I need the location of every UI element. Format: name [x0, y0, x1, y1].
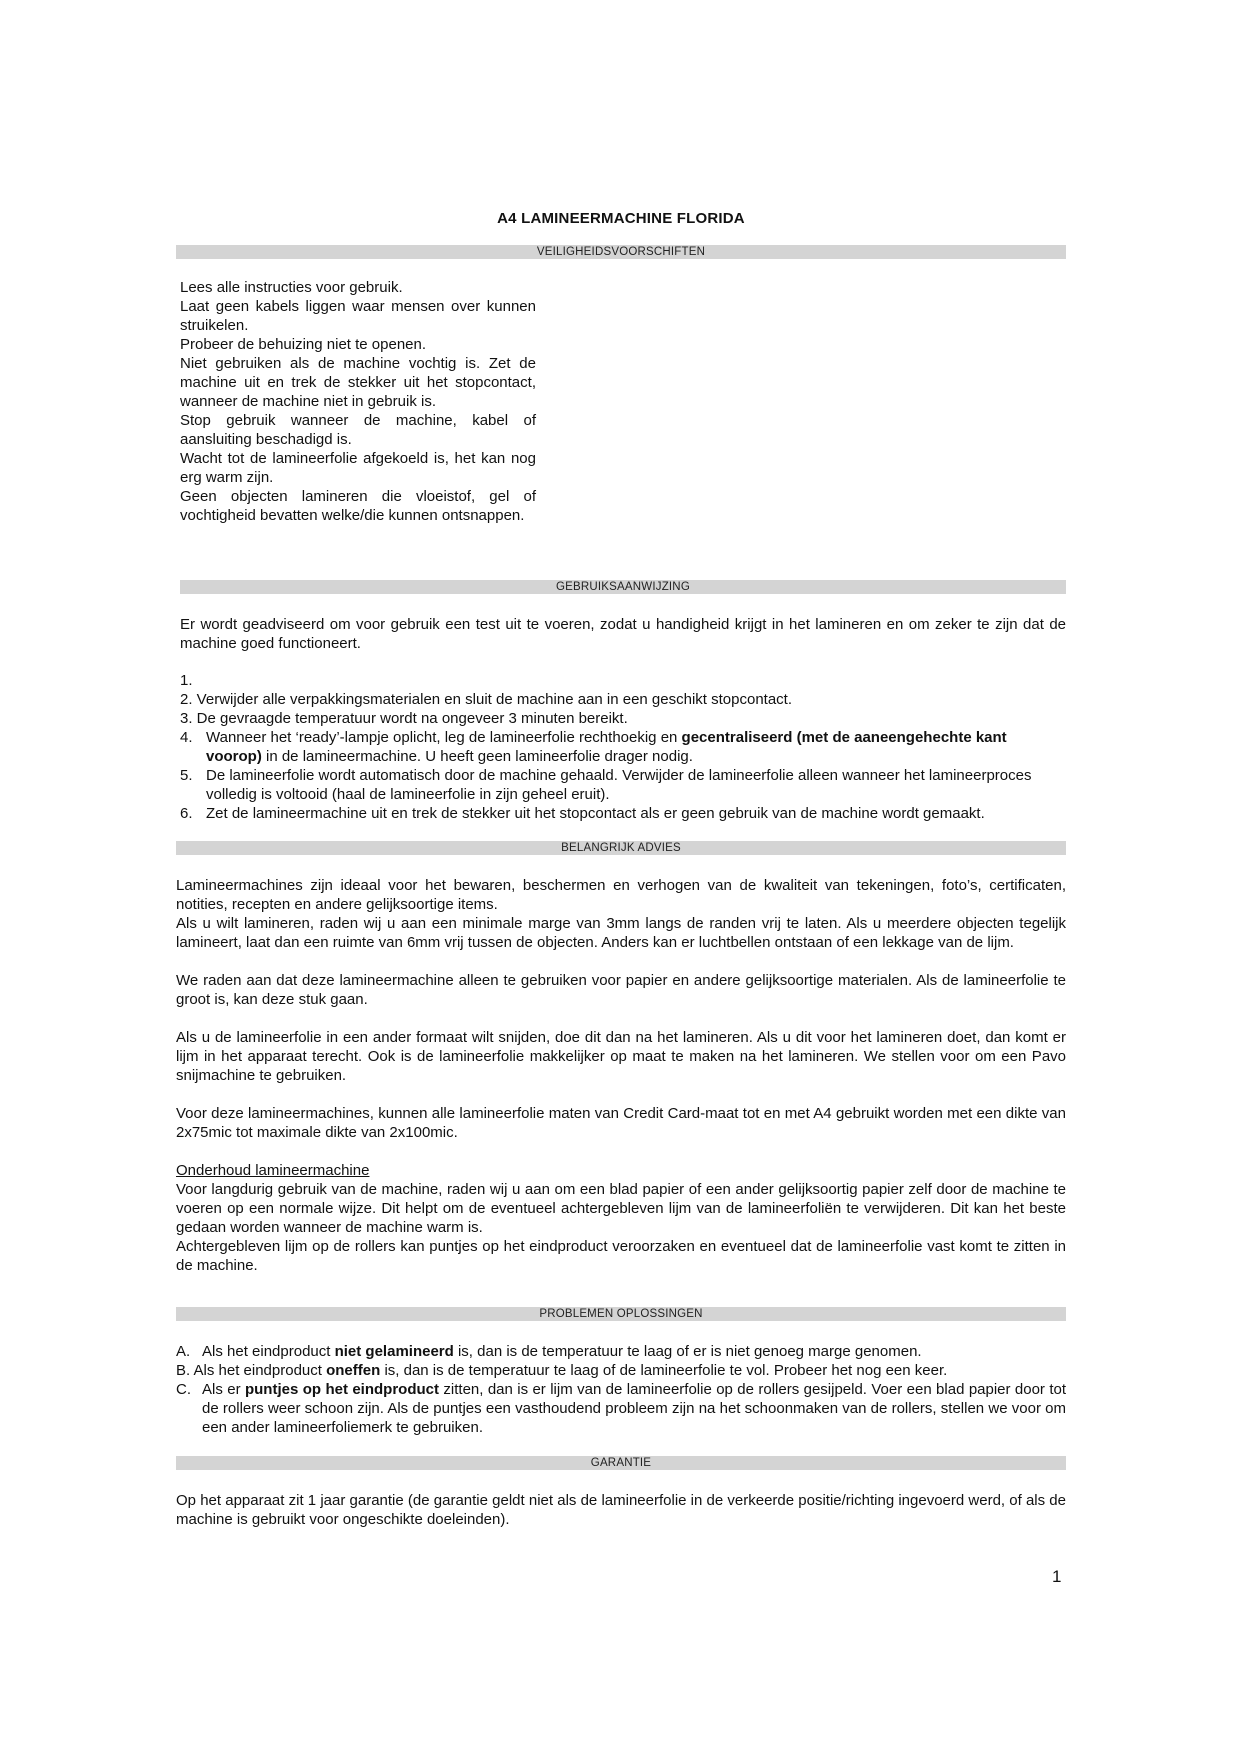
- item-text-bold: puntjes op het eindproduct: [244, 1381, 439, 1398]
- safety-line: Geen objecten lamineren die vloeistof, gel of vochtigheid bevatten welke/die kunnen ontsnappen.: [180, 488, 536, 524]
- safety-line: Probeer de behuizing niet te openen.: [180, 336, 427, 353]
- section-bar-problems: PROBLEMEN OPLOSSINGEN: [176, 1307, 1066, 1321]
- advice-paragraph: Voor deze lamineermachines, kunnen alle lamineerfolie maten van Credit Card-maat tot en met A4 gebruikt worden met een dikte van 2x75mic tot maximale dikte van 2x100mic.: [176, 1105, 1066, 1141]
- safety-line: Niet gebruiken als de machine vochtig is. Zet de machine uit en trek de stekker uit het stopcontact, wanneer de machine niet in gebruik is.: [180, 355, 536, 410]
- step-number: 4.: [180, 729, 193, 746]
- safety-list: [180, 278, 536, 525]
- problem-item: [176, 1342, 1066, 1361]
- step-text: in de lamineermachine. U heeft geen lamineerfolie drager nodig.: [261, 748, 693, 765]
- section-bar-usage: GEBRUIKSAANWIJZING: [180, 580, 1066, 594]
- step-text: Wanneer het ‘ready’-lampje oplicht, leg de lamineerfolie rechthoekig en: [206, 729, 682, 746]
- section-bar-advice: BELANGRIJK ADVIES: [176, 841, 1066, 855]
- advice-paragraph: We raden aan dat deze lamineermachine alleen te gebruiken voor papier en andere gelijksoortige materialen. Als de lamineerfolie te groot is, kan deze stuk gaan.: [176, 972, 1066, 1008]
- problem-item: [176, 1361, 1066, 1380]
- advice-text: [176, 876, 1066, 1275]
- usage-step: [180, 766, 1066, 804]
- item-text: B. Als het eindproduct: [176, 1362, 327, 1379]
- step-text-bold: gecentraliseerd (met de aaneengehechte kant voorop): [206, 729, 1007, 765]
- usage-intro: Er wordt geadviseerd om voor gebruik een test uit te voeren, zodat u handigheid krijgt in het lamineren en om zeker te zijn dat de machine goed functioneert.: [180, 616, 1066, 652]
- document-title: A4 LAMINEERMACHINE FLORIDA: [497, 210, 745, 227]
- step-number: 6.: [180, 805, 193, 822]
- usage-step: 2. Verwijder alle verpakkingsmaterialen en sluit de machine aan in een geschikt stopcontact.: [180, 691, 793, 708]
- usage-steps: [180, 671, 1066, 823]
- item-letter: C.: [176, 1381, 191, 1398]
- maintenance-heading: Onderhoud lamineermachine: [176, 1162, 370, 1179]
- item-letter: A.: [176, 1343, 191, 1360]
- problem-item: [176, 1380, 1066, 1437]
- usage-step: 3. De gevraagde temperatuur wordt na ongeveer 3 minuten bereikt.: [180, 710, 628, 727]
- usage-step: [180, 728, 1066, 766]
- item-text: Als er: [202, 1381, 245, 1398]
- item-text: is, dan is de temperatuur te laag of er is niet genoeg marge genomen.: [453, 1343, 922, 1360]
- advice-paragraph: Achtergebleven lijm op de rollers kan puntjes op het eindproduct veroorzaken en eventueel dat de lamineerfolie vast komt te zitten in de machine.: [176, 1238, 1066, 1274]
- usage-step: 1.: [180, 672, 193, 689]
- advice-paragraph: Lamineermachines zijn ideaal voor het bewaren, beschermen en verhogen van de kwaliteit van tekeningen, foto’s, certificaten, notities, recepten en andere gelijksoortige items.: [176, 877, 1066, 913]
- step-text: De lamineerfolie wordt automatisch door de machine gehaald. Verwijder de lamineerfolie alleen wanneer het lamineerproces volledig is voltooid (haal de lamineerfolie in zijn geheel eruit).: [206, 767, 1032, 803]
- item-text: zitten, dan is er lijm van de lamineerfolie op de rollers gesijpeld. Voer een blad papier door tot de rollers weer schoon zijn. Als de puntjes een vasthoudend probleem zijn na het schoonmaken van de rollers, stellen we voor om een ander lamineerfoliemerk te gebruiken.: [202, 1381, 1067, 1436]
- item-text: Als het eindproduct: [202, 1343, 335, 1360]
- item-text-bold: niet gelamineerd: [334, 1343, 454, 1360]
- safety-line: Laat geen kabels liggen waar mensen over kunnen struikelen.: [180, 298, 536, 334]
- advice-paragraph: Als u de lamineerfolie in een ander formaat wilt snijden, doe dit dan na het lamineren. Als u dit voor het lamineren doet, dan komt er lijm in het apparaat terecht. Ook is de lamineerfolie makkelijker op maat te maken na het lamineren. We stellen voor om een Pavo snijmachine te gebruiken.: [176, 1029, 1066, 1084]
- usage-step: [180, 804, 1066, 823]
- item-text: is, dan is de temperatuur te laag of de lamineerfolie te vol. Probeer het nog een keer.: [380, 1362, 948, 1379]
- step-text: Zet de lamineermachine uit en trek de stekker uit het stopcontact als er geen gebruik van de machine wordt gemaakt.: [206, 805, 985, 822]
- advice-paragraph: Voor langdurig gebruik van de machine, raden wij u aan om een blad papier of een ander gelijksoortig papier zelf door de machine te voeren op een normale wijze. Dit helpt om de eventueel achtergebleven lijm van de lamineerfoliën te verwijderen. Dit kan het beste gedaan worden wanneer de machine warm is.: [176, 1181, 1066, 1236]
- step-number: 5.: [180, 767, 193, 784]
- safety-line: Lees alle instructies voor gebruik.: [180, 279, 403, 296]
- section-bar-warranty: GARANTIE: [176, 1456, 1066, 1470]
- warranty-text: Op het apparaat zit 1 jaar garantie (de garantie geldt niet als de lamineerfolie in de verkeerde positie/richting ingevoerd werd, of als de machine is gebruikt voor ongeschikte doeleinden).: [176, 1492, 1066, 1528]
- page-number: 1: [1052, 1567, 1062, 1586]
- safety-line: Wacht tot de lamineerfolie afgekoeld is, het kan nog erg warm zijn.: [180, 450, 536, 486]
- advice-paragraph: Als u wilt lamineren, raden wij u aan een minimale marge van 3mm langs de randen vrij te laten. Als u meerdere objecten tegelijk lamineert, laat dan een ruimte van 6mm vrij tussen de objecten. Anders kan er luchtbellen ontstaan of een lekkage van de lijm.: [176, 915, 1066, 951]
- safety-line: Stop gebruik wanneer de machine, kabel of aansluiting beschadigd is.: [180, 412, 536, 448]
- item-text-bold: oneffen: [326, 1362, 381, 1379]
- section-bar-safety: VEILIGHEIDSVOORSCHIFTEN: [176, 245, 1066, 259]
- problems-list: [176, 1342, 1066, 1437]
